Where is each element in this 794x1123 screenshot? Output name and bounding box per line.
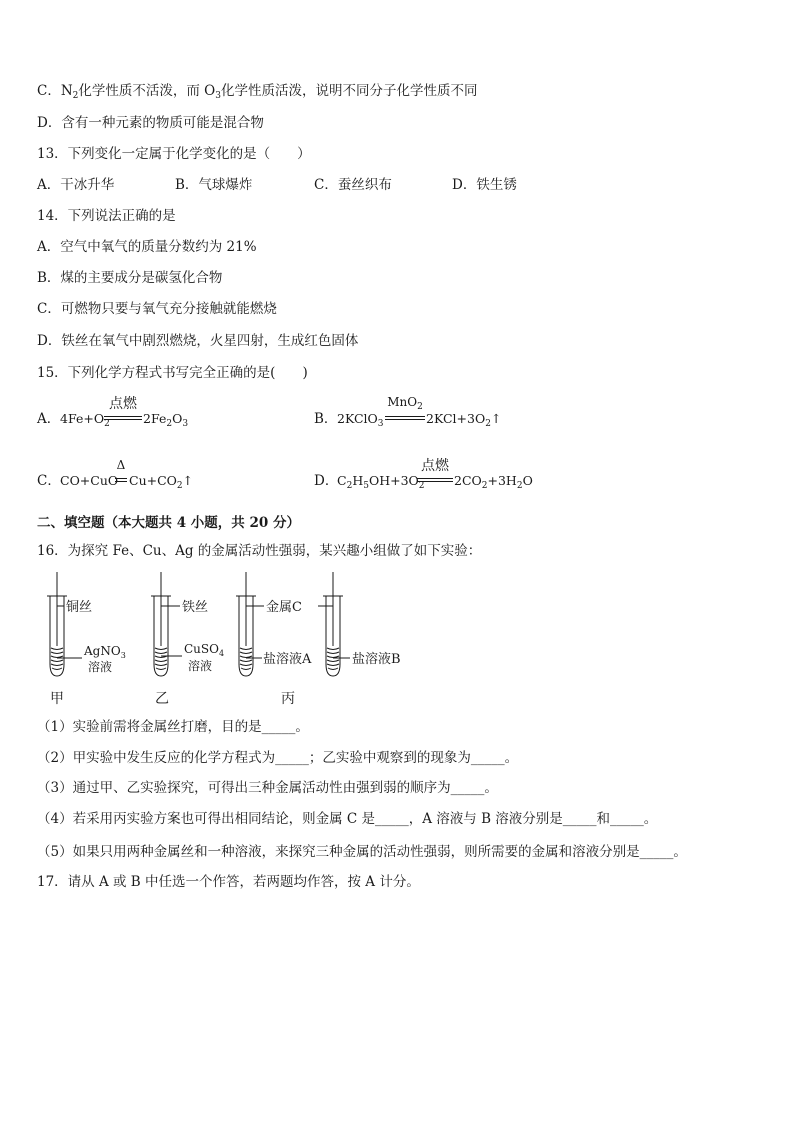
q15-option-c-label: C．: [37, 473, 61, 489]
caption-jia: 甲: [50, 691, 64, 707]
section-title: 二、填空题（本大题共 4 小题，共 20 分）: [37, 515, 300, 531]
label-agno3: AgNO$_3$: [84, 644, 126, 660]
q15-d-products: $2CO_2+3H_2O$: [454, 473, 533, 491]
q14-stem: 14．下列说法正确的是: [37, 208, 176, 224]
q15-a-condition: 点燃: [109, 396, 137, 412]
q15-d-equals-sign: [417, 478, 453, 482]
q13-option-c: C．蚕丝织布: [314, 177, 392, 193]
q15-stem: 15．下列化学方程式书写完全正确的是( ): [37, 365, 308, 381]
label-metal-c: 金属C: [266, 600, 302, 615]
q15-d-condition: 点燃: [421, 458, 449, 474]
q16-sub-2: （2）甲实验中发生反应的化学方程式为_____；乙实验中观察到的现象为_____。: [37, 750, 519, 766]
q16-sub-4: （4）若采用丙实验方案也可得出相同结论，则金属 C 是_____，A 溶液与 B 溶液分别是_____和_____。: [37, 811, 658, 827]
q15-b-reactants: 2KClO$_3$: [337, 411, 384, 429]
label-copper-wire: 铜丝: [66, 600, 93, 615]
q12-option-d: D．含有一种元素的物质可能是混合物: [37, 115, 264, 131]
q16-sub-3: （3）通过甲、乙实验探究，可得出三种金属活动性由强到弱的顺序为_____。: [37, 780, 498, 796]
test-tube-yi: [151, 572, 182, 676]
q16-experiment-figure: [30, 568, 430, 708]
q13-stem: 13．下列变化一定属于化学变化的是（ ）: [37, 146, 311, 162]
q14-option-a: A．空气中氧气的质量分数约为 21%: [37, 239, 257, 255]
q15-c-equals-sign: [115, 478, 127, 482]
q15-a-products: $2Fe_2O_3$: [143, 411, 189, 429]
label-tube1-solution: 溶液: [88, 660, 113, 674]
q15-b-equals-sign: [385, 416, 425, 420]
q14-option-d: D．铁丝在氧气中剧烈燃烧，火星四射，生成红色固体: [37, 333, 359, 349]
q17-stem: 17．请从 A 或 B 中任选一个作答，若两题均作答，按 A 计分。: [37, 874, 420, 890]
label-salt-solution-a: 盐溶液A: [263, 652, 312, 667]
q15-option-d-label: D．: [314, 473, 339, 489]
q16-stem: 16．为探究 Fe、Cu、Ag 的金属活动性强弱，某兴趣小组做了如下实验：: [37, 543, 482, 559]
q15-a-reactants: $4Fe+O_2$: [60, 411, 110, 429]
q13-option-a: A．干冰升华: [37, 177, 115, 193]
q15-b-catalyst: MnO$_2$: [387, 395, 423, 412]
label-salt-solution-b: 盐溶液B: [352, 652, 401, 667]
q13-option-b: B．气球爆炸: [175, 177, 253, 193]
q15-option-b-label: B．: [314, 411, 338, 427]
q15-d-reactants: $C_2H_5OH+3O_2$: [337, 473, 425, 491]
test-tube-bing-1: [236, 572, 264, 676]
q13-option-d: D．铁生锈: [452, 177, 517, 193]
q15-a-equals-sign: [104, 416, 142, 420]
q16-sub-1: （1）实验前需将金属丝打磨，目的是_____。: [37, 719, 309, 735]
caption-bing: 丙: [281, 691, 295, 707]
caption-yi: 乙: [155, 691, 169, 707]
q15-c-products: $Cu+CO_2↑$: [129, 473, 194, 491]
test-tube-bing-2: [318, 572, 350, 676]
q15-b-products: $2KCl+3O_2↑$: [426, 411, 502, 429]
q14-option-b: B．煤的主要成分是碳氢化合物: [37, 270, 223, 286]
q12-option-c: C．$N_2$化学性质不活泼，而 $O_3$化学性质活泼，说明不同分子化学性质不同: [37, 83, 478, 101]
label-tube2-solution: 溶液: [188, 659, 213, 673]
label-iron-wire: 铁丝: [182, 600, 209, 615]
q15-option-a-label: A．: [37, 411, 61, 427]
label-cuso4: CuSO$_4$: [184, 642, 225, 658]
test-tube-jia: [47, 572, 82, 676]
q14-option-c: C．可燃物只要与氧气充分接触就能燃烧: [37, 301, 277, 317]
q15-c-reactants: CO+CuO: [60, 473, 119, 488]
q16-sub-5: （5）如果只用两种金属丝和一种溶液，来探究三种金属的活动性强弱，则所需要的金属和溶液分别是_____。: [37, 844, 687, 860]
q15-c-heat-sign: Δ: [116, 458, 126, 472]
